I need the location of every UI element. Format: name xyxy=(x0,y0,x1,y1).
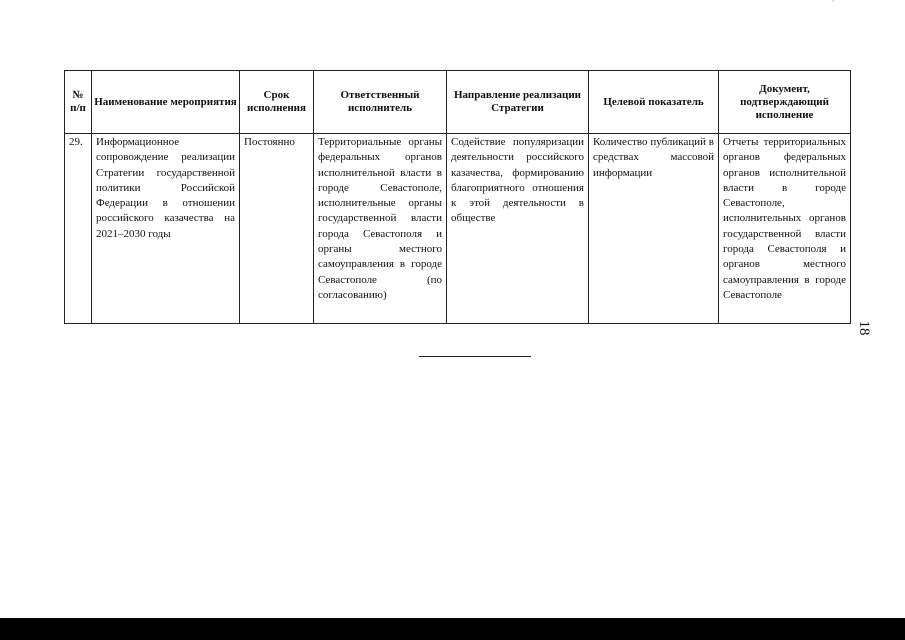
header-direction: Направление реализации Стратегии xyxy=(447,71,589,134)
page-number: 18 xyxy=(856,320,872,336)
end-separator-line xyxy=(419,356,531,357)
scan-artifact: ˜ xyxy=(832,0,835,8)
header-term: Срок исполнения xyxy=(240,71,314,134)
cell-document: Отчеты территориальных органов федеральных органов исполнительной власти в городе Севастополе, исполнительных органов государственной власти города Севастополя и органов местного самоуправления в городе Севастополе xyxy=(719,134,851,324)
cell-name: Информационное сопровождение реализации Стратегии государственной политики Российской Федерации в отношении российского казачества на 2021–2030 годы xyxy=(92,134,240,324)
cell-direction: Содействие популяризации деятельности российского казачества, формированию благоприятного отношения к этой деятельности в обществе xyxy=(447,134,589,324)
header-responsible: Ответственный исполнитель xyxy=(314,71,447,134)
cell-term: Постоянно xyxy=(240,134,314,324)
table-header-row xyxy=(65,71,851,134)
events-table xyxy=(64,70,851,324)
header-num: № п/п xyxy=(65,71,92,134)
cell-indicator: Количество публикаций в средствах массовой информации xyxy=(589,134,719,324)
header-name: Наименование мероприятия xyxy=(92,71,240,134)
table-row xyxy=(65,134,851,324)
cell-responsible: Территориальные органы федеральных органов исполнительной власти в городе Севастополе, исполнительные органы государственной власти города Севастополя и органы местного самоуправления в городе Севастополе (по согласованию) xyxy=(314,134,447,324)
header-document: Документ, подтверждающий исполнение xyxy=(719,71,851,134)
header-indicator: Целевой показатель xyxy=(589,71,719,134)
cell-num: 29. xyxy=(65,134,92,324)
scan-bottom-edge xyxy=(0,618,905,640)
